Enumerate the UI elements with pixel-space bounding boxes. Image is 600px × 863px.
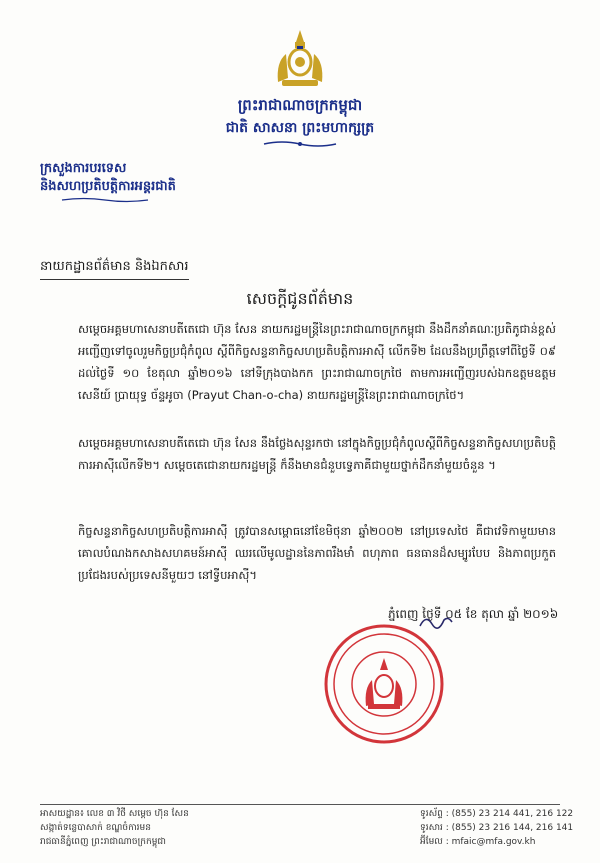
paragraph-3: កិច្ចសន្ទនាកិច្ចសហប្រតិបត្តិការអាស៊ី ត្រូវបានសម្ពោធនៅខែមិថុនា ឆ្នាំ២០០២ នៅប្រទេសថៃ គឺជាវេទិកាមួយមានគោលបំណងកសាងសហគមន៍អាស៊ី ឈរលើមូលដ្ឋាននៃភាពរឹងមាំ ពហុភាព ធនធានដ៏សម្បូរបែប និងភាពប្រកួតប្រជែងរបស់ប្រទេសនីមួយៗ នៅទ្វីបអាស៊ី។ [78, 524, 556, 582]
ministry-name-line2: និងសហប្រតិបត្តិការអន្តរជាតិ [40, 179, 176, 194]
paragraph-1: សម្ដេចអគ្គមហាសេនាបតីតេជោ ហ៊ុន សែន នាយករដ្ឋមន្ត្រីនៃព្រះរាជាណាចក្រកម្ពុជា នឹងដឹកនាំគណៈប្រតិភូជាន់ខ្ពស់ អញ្ជើញទៅចូលរួមកិច្ចប្រជុំកំពូល ស្ដីពីកិច្ចសន្ទនាកិច្ចសហប្រតិបត្តិការអាស៊ី លើកទី២ ដែលនឹងប្រព្រឹត្តទៅពីថ្ងៃទី ០៩ ដល់ថ្ងៃទី ១០ ខែតុលា ឆ្នាំ២០១៦ នៅទីក្រុងបាងកក ព្រះរាជាណាចក្រថៃ តាមការអញ្ជើញរបស់ឯកឧត្ដមឧត្ដមសេនីយ៍ ប្រាយុទ្ធ ច័ន្ទអូចា (Prayut Chan-o-cha) នាយករដ្ឋមន្ត្រីនៃព្រះរាជាណាចក្រថៃ។ [78, 322, 556, 402]
kingdom-title: ព្រះរាជាណាចក្រកម្ពុជា [237, 96, 363, 114]
footer-email[interactable]: អ៊ីមែល : mfaic@mfa.gov.kh [420, 837, 536, 847]
department-name: នាយកដ្ឋានព័ត៌មាន និងឯកសារ [40, 258, 189, 280]
footer-fax: ទូរសារ : (855) 23 216 144, 216 141 [420, 823, 574, 833]
footer-phone: ទូរស័ព្ទ : (855) 23 214 441, 216 122 [420, 809, 574, 819]
ministry-name-line1: ក្រសួងការបរទេស [40, 161, 127, 176]
footer-address-line2: សង្កាត់ទន្លេបាសាក់ ខណ្ឌចំការមន [40, 823, 151, 833]
royal-crest-icon [268, 28, 332, 92]
footer-divider [40, 804, 560, 805]
official-seal-icon [322, 622, 446, 746]
date-line: ភ្នំពេញ ថ្ងៃទី ០៥ ខែ តុលា ឆ្នាំ ២០១៦ [388, 607, 559, 621]
ministry-ornament-icon [60, 197, 150, 203]
ornament-divider-icon [262, 140, 338, 148]
press-release-title: សេចក្ដីជូនព័ត៌មាន [246, 289, 354, 308]
footer-address-line3: រាជធានីភ្នំពេញ ព្រះរាជាណាចក្រកម្ពុជា [40, 837, 166, 847]
footer-address-line1: អាសយដ្ឋាន៖ លេខ ៣ វិថី សម្ដេច ហ៊ុន សែន [40, 809, 189, 819]
signature-icon [418, 612, 454, 632]
national-motto: ជាតិ សាសនា ព្រះមហាក្សត្រ [225, 120, 375, 136]
paragraph-2: សម្ដេចអគ្គមហាសេនាបតីតេជោ ហ៊ុន សែន នឹងថ្លែងសុន្ទរកថា នៅក្នុងកិច្ចប្រជុំកំពូលស្ដីពីកិច្ចសន្ទនាកិច្ចសហប្រតិបត្តិការអាស៊ីលើកទី២។ សម្ដេចតេជោនាយករដ្ឋមន្ត្រី ក៏នឹងមានជំនួបទ្វេភាគីជាមួយថ្នាក់ដឹកនាំមួយចំនួន ។ [78, 436, 556, 472]
